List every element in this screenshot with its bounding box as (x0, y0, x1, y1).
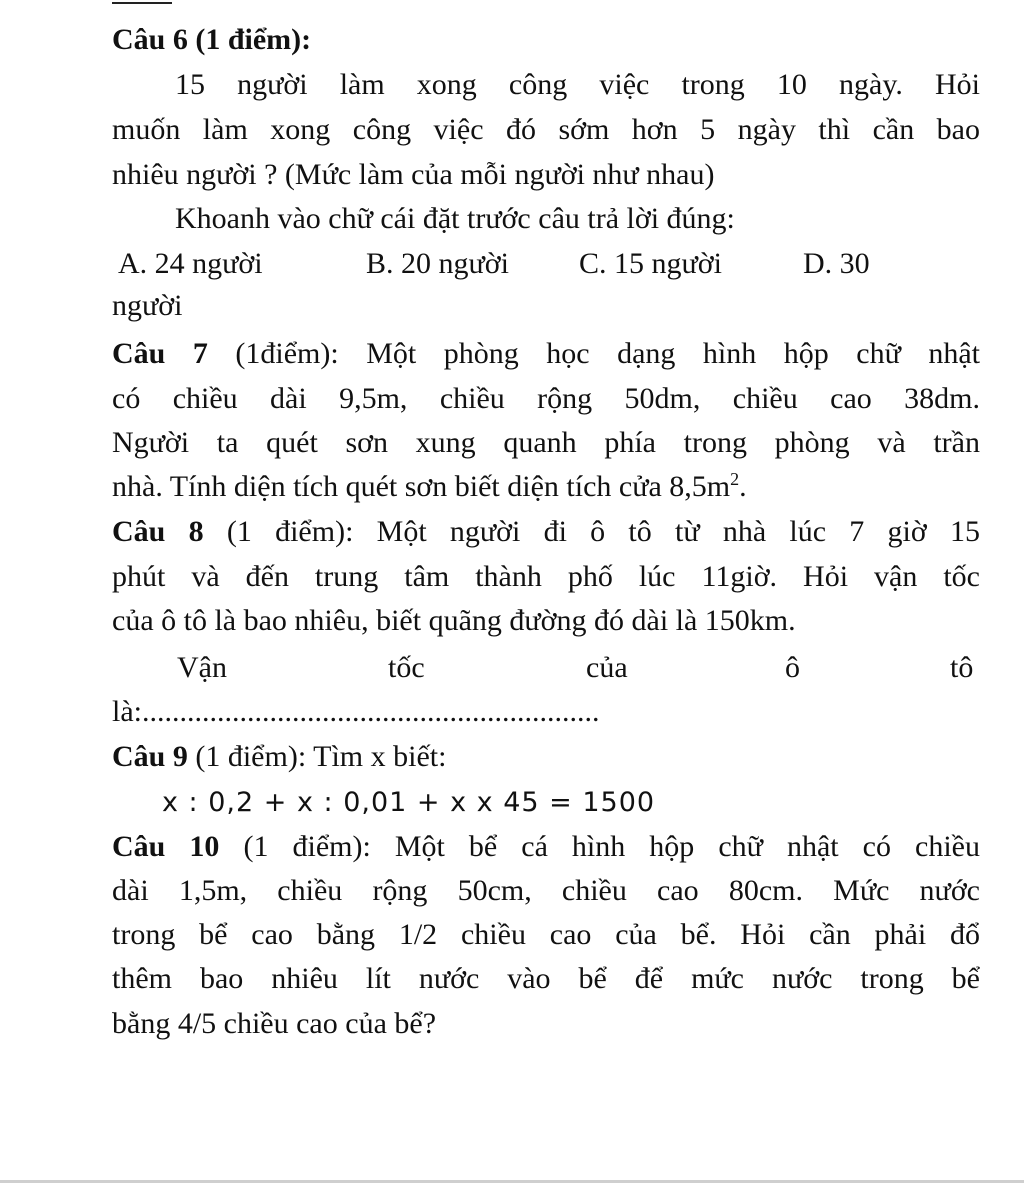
q9-line-1 (112, 737, 980, 777)
q7-line-2: có chiều dài 9,5m, chiều rộng 50dm, chiều cao 38dm. (112, 382, 980, 415)
q10-line-5: bằng 4/5 chiều cao của bể? (112, 1007, 437, 1040)
q7-line-3: Người ta quét sơn xung quanh phía trong phòng và trần (112, 426, 980, 459)
q7-label: Câu 7 (112, 337, 208, 370)
q7-line-1 (112, 334, 980, 374)
q6-title: Câu 6 (1 điểm): (112, 23, 312, 56)
q8-line-3: của ô tô là bao nhiêu, biết quãng đường đó dài là 150km. (112, 604, 796, 637)
q8-word-van: Vận (177, 651, 227, 684)
cut-off-top-text (112, 0, 176, 6)
q8-answer-line (112, 692, 980, 732)
q7-line-4-text: nhà. Tính diện tích quét sơn biết diện tích cửa 8,5m (112, 470, 731, 503)
q6-line-2: muốn làm xong công việc đó sớm hơn 5 ngày thì cần bao (112, 113, 980, 146)
q8-answer-prefix: là: (112, 695, 142, 728)
q8-line-1 (112, 512, 980, 552)
q8-label: Câu 8 (112, 515, 204, 548)
q6-option-d[interactable]: D. 30 (803, 247, 870, 280)
q6-option-wrap: người (112, 289, 183, 322)
q7-line-1-text: (1điểm): Một phòng học dạng hình hộp chữ nhật (207, 337, 980, 370)
q10-label: Câu 10 (112, 830, 220, 863)
q8-word-to: tô (950, 651, 974, 684)
q9-equation: x : 0,2 + x : 0,01 + x x 45 = 1500 (162, 787, 656, 818)
q9-line-1-text: (1 điểm): Tìm x biết: (187, 740, 447, 773)
q10-line-1-text: (1 điểm): Một bể cá hình hộp chữ nhật có chiều (219, 830, 980, 863)
q8-line-1-text: (1 điểm): Một người đi ô tô từ nhà lúc 7 giờ 15 (203, 515, 981, 548)
q10-line-3: trong bể cao bằng 1/2 chiều cao của bể. Hỏi cần phải đổ (112, 918, 980, 951)
q6-option-c[interactable]: C. 15 người (579, 247, 722, 280)
q6-line-3: nhiêu người ? (Mức làm của mỗi người như nhau) (112, 158, 715, 191)
q8-line-2: phút và đến trung tâm thành phố lúc 11giờ. Hỏi vận tốc (112, 560, 980, 593)
q10-line-1 (112, 827, 980, 867)
q6-line-1: 15 người làm xong công việc trong 10 ngày. Hỏi (175, 68, 980, 101)
q7-line-4 (112, 467, 980, 507)
q8-answer-blank[interactable]: ............................................................. (142, 695, 600, 728)
q8-word-toc: tốc (388, 651, 425, 684)
q8-word-o: ô (785, 651, 800, 684)
q8-answer-words (112, 648, 980, 688)
q6-option-a[interactable]: A. 24 người (118, 247, 263, 280)
q10-line-2: dài 1,5m, chiều rộng 50cm, chiều cao 80cm. Mức nước (112, 874, 980, 907)
q6-instruction: Khoanh vào chữ cái đặt trước câu trả lời đúng: (175, 202, 735, 235)
q10-line-4: thêm bao nhiêu lít nước vào bể để mức nước trong bể (112, 962, 980, 995)
q7-superscript: 2 (730, 469, 740, 489)
q7-line-4-end: . (739, 470, 747, 503)
q6-option-b[interactable]: B. 20 người (366, 247, 509, 280)
q9-label: Câu 9 (112, 740, 188, 773)
q6-options (112, 244, 980, 284)
q8-word-cua: của (586, 651, 628, 684)
